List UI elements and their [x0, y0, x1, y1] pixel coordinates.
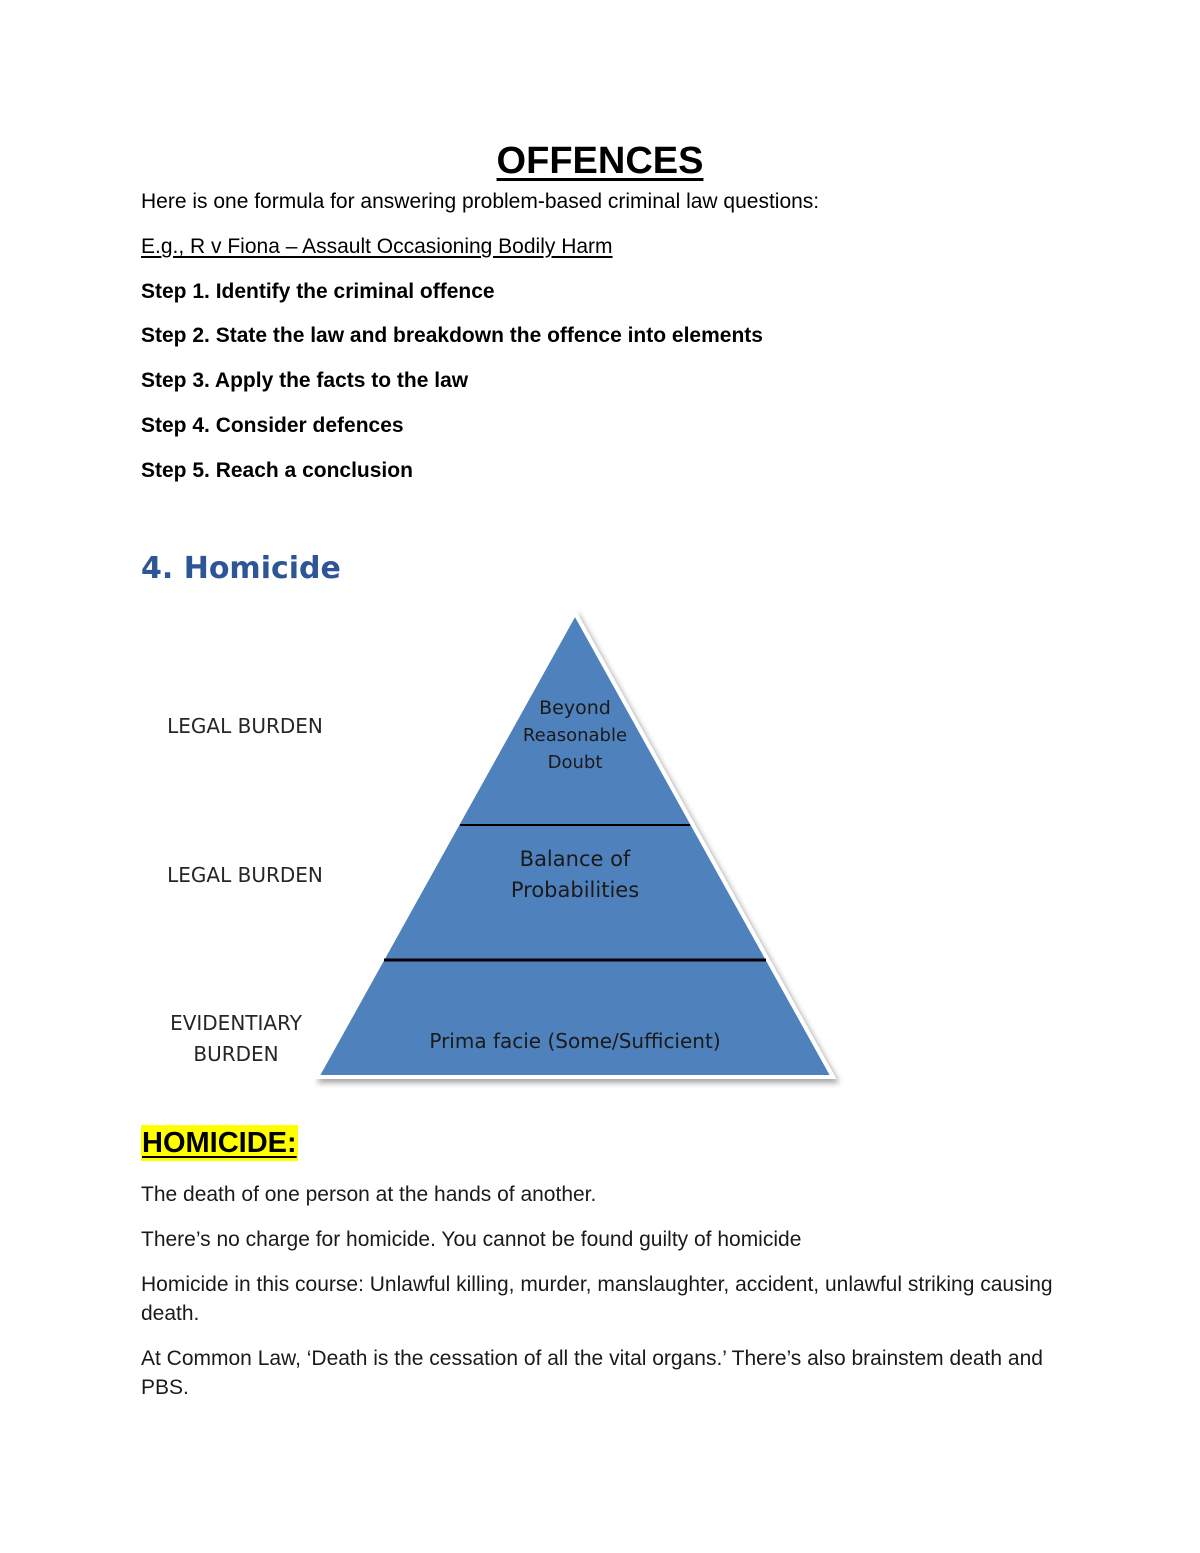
paragraph-no-charge: There’s no charge for homicide. You cannot be found guilty of homicide [141, 1228, 802, 1251]
paragraph-definition: The death of one person at the hands of another. [141, 1183, 597, 1206]
burden-label-bottom-line2: BURDEN [193, 1042, 279, 1066]
step-2: Step 2. State the law and breakdown the offence into elements [141, 324, 763, 347]
page-title: OFFENCES [496, 140, 704, 182]
burden-label-bottom-line1: EVIDENTIARY [170, 1011, 302, 1035]
tier-middle-label-line1: Balance of [519, 847, 631, 871]
tier-middle-label-line2: Probabilities [510, 878, 640, 902]
tier-top-label-line2: Reasonable [522, 725, 628, 746]
step-5: Step 5. Reach a conclusion [141, 459, 413, 482]
intro-text: Here is one formula for answering problem-based criminal law questions: [141, 190, 820, 213]
homicide-heading: HOMICIDE: [142, 1127, 297, 1159]
step-3: Step 3. Apply the facts to the law [141, 369, 469, 392]
burden-label-middle: LEGAL BURDEN [167, 863, 323, 887]
paragraph-death-definition: At Common Law, ‘Death is the cessation of all the vital organs.’ There’s also brainstem death and PBS. [141, 1347, 1043, 1399]
section-heading: 4. Homicide [141, 551, 341, 586]
tier-bottom-label: Prima facie (Some/Sufficient) [429, 1029, 721, 1053]
pyramid-shape [317, 613, 833, 1077]
step-1: Step 1. Identify the criminal offence [141, 280, 495, 303]
burden-label-top: LEGAL BURDEN [167, 714, 323, 738]
paragraph-course-scope: Homicide in this course: Unlawful killing, murder, manslaughter, accident, unlawful striking causing death. [141, 1273, 1053, 1325]
tier-top-label-line3: Doubt [547, 752, 603, 773]
example-case: E.g., R v Fiona – Assault Occasioning Bodily Harm [141, 235, 613, 258]
tier-top-label-line1: Beyond [539, 697, 611, 719]
step-4: Step 4. Consider defences [141, 414, 404, 437]
